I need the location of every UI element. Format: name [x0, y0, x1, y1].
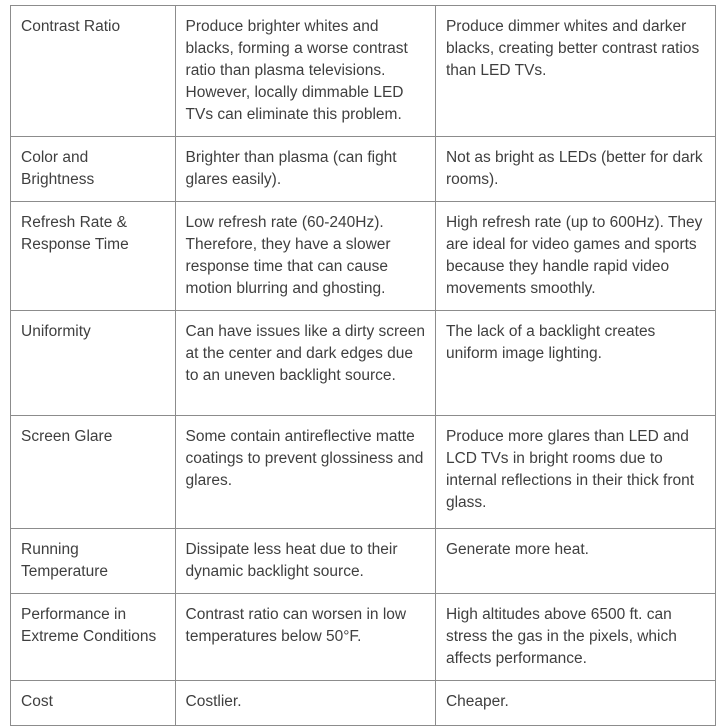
feature-label: Cost: [21, 693, 53, 710]
plasma-description: Cheaper.: [445, 693, 509, 710]
plasma-description: High altitudes above 6500 ft. can stress the gas in the pixels, which affects performance.: [445, 606, 677, 667]
plasma-description: The lack of a backlight creates uniform image lighting.: [445, 323, 656, 362]
feature-cell: [11, 594, 176, 681]
feature-label: Screen Glare: [21, 428, 113, 445]
table-row: [11, 416, 716, 529]
plasma-cell: [435, 202, 715, 311]
feature-cell: [11, 681, 176, 726]
feature-label: Color and Brightness: [21, 149, 95, 188]
led-description: Dissipate less heat due to their dynamic backlight source.: [185, 541, 398, 580]
led-cell: [175, 311, 435, 416]
feature-cell: [11, 311, 176, 416]
plasma-cell: [435, 529, 715, 594]
feature-label: Running Temperature: [21, 541, 109, 580]
feature-cell: [11, 6, 176, 137]
led-cell: [175, 529, 435, 594]
table-row: [11, 202, 716, 311]
table-row: [11, 681, 716, 726]
feature-cell: [11, 416, 176, 529]
table-row: [11, 311, 716, 416]
feature-cell: [11, 529, 176, 594]
led-description: Brighter than plasma (can fight glares easily).: [185, 149, 397, 188]
plasma-description: Produce dimmer whites and darker blacks, creating better contrast ratios than LED TVs.: [445, 18, 700, 79]
led-description: Some contain antireflective matte coatings to prevent glossiness and glares.: [185, 428, 424, 489]
led-description: Costlier.: [185, 693, 242, 710]
table-row: [11, 594, 716, 681]
comparison-table: [10, 5, 716, 726]
plasma-description: High refresh rate (up to 600Hz). They are ideal for video games and sports because they handle rapid video movements smoothly.: [445, 214, 703, 297]
plasma-cell: [435, 137, 715, 202]
table-row: [11, 6, 716, 137]
table-row: [11, 137, 716, 202]
feature-cell: [11, 137, 176, 202]
led-cell: [175, 202, 435, 311]
feature-label: Refresh Rate & Response Time: [21, 214, 129, 253]
plasma-cell: [435, 311, 715, 416]
led-description: Contrast ratio can worsen in low temperatures below 50°F.: [185, 606, 407, 645]
led-cell: [175, 6, 435, 137]
plasma-cell: [435, 681, 715, 726]
led-description: Produce brighter whites and blacks, forming a worse contrast ratio than plasma televisions. However, locally dimmable LED TVs can eliminate this problem.: [185, 18, 408, 123]
plasma-cell: [435, 594, 715, 681]
led-description: Can have issues like a dirty screen at the center and dark edges due to an uneven backlight source.: [185, 323, 426, 384]
plasma-cell: [435, 6, 715, 137]
plasma-description: Not as bright as LEDs (better for dark rooms).: [445, 149, 703, 188]
led-cell: [175, 416, 435, 529]
led-cell: [175, 594, 435, 681]
led-cell: [175, 681, 435, 726]
feature-label: Contrast Ratio: [21, 18, 121, 35]
table-row: [11, 529, 716, 594]
led-cell: [175, 137, 435, 202]
feature-label: Performance in Extreme Conditions: [21, 606, 157, 645]
plasma-description: Generate more heat.: [445, 541, 589, 558]
plasma-cell: [435, 416, 715, 529]
feature-label: Uniformity: [21, 323, 91, 340]
led-description: Low refresh rate (60-240Hz). Therefore, they have a slower response time that can cause motion blurring and ghosting.: [185, 214, 391, 297]
feature-cell: [11, 202, 176, 311]
plasma-description: Produce more glares than LED and LCD TVs in bright rooms due to internal reflections in their thick front glass.: [445, 428, 695, 511]
